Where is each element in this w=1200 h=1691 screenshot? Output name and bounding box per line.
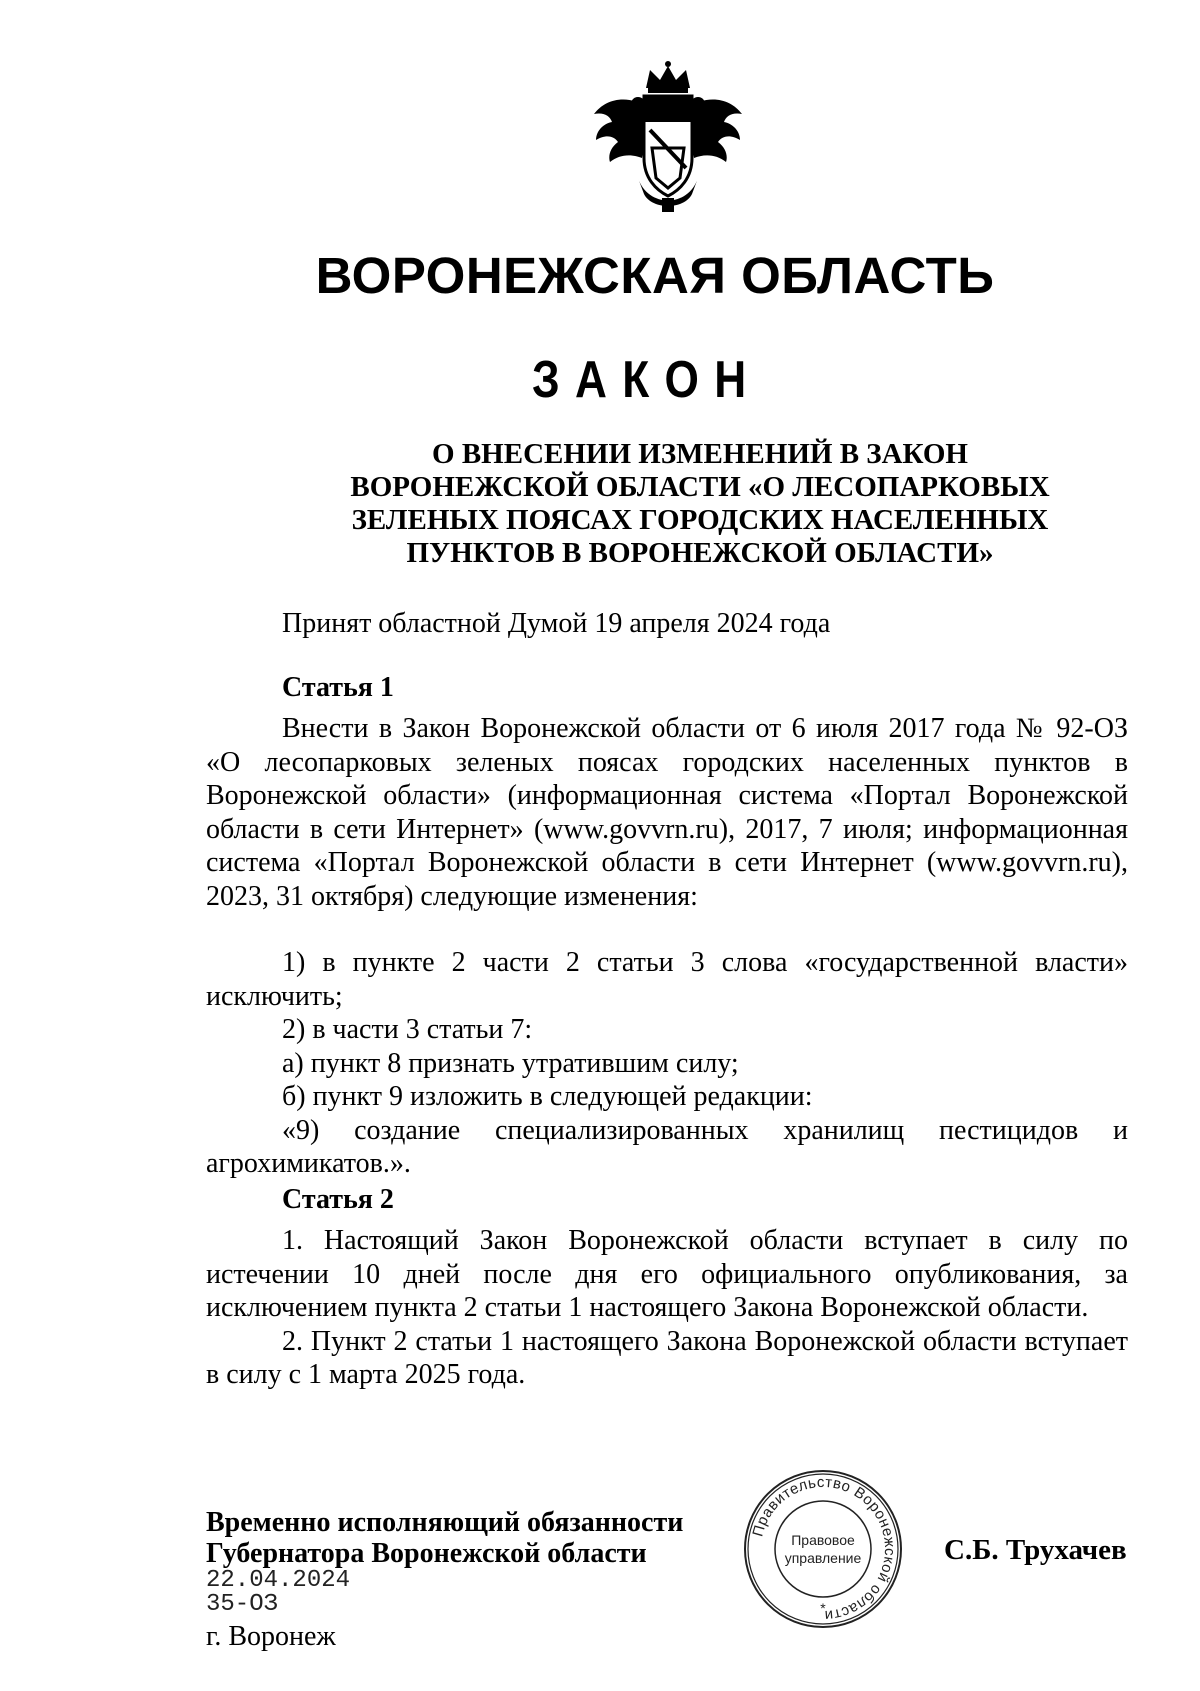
article-2-heading: Статья 2 bbox=[282, 1184, 394, 1215]
coat-of-arms-icon bbox=[588, 58, 748, 218]
article-1-item: 1) в пункте 2 части 2 статьи 3 слова «государственной власти» исключить; bbox=[206, 947, 1128, 1012]
article-2-body bbox=[206, 1224, 1128, 1392]
article-2-item: 1. Настоящий Закон Воронежской области вступает в силу по истечении 10 дней после дня его официального опубликования, за исключением пункта 2 статьи 1 настоящего Закона Воронежской области. bbox=[206, 1225, 1128, 1323]
stamp-star: * bbox=[820, 1600, 826, 1616]
law-number: 35-ОЗ bbox=[206, 1591, 279, 1618]
article-1-heading: Статья 1 bbox=[282, 672, 394, 703]
title-line: О ВНЕСЕНИИ ИЗМЕНЕНИЙ В ЗАКОН bbox=[432, 438, 968, 470]
law-title bbox=[260, 438, 1140, 570]
signer-name: С.Б. Трухачев bbox=[944, 1534, 1127, 1566]
title-line: ПУНКТОВ В ВОРОНЕЖСКОЙ ОБЛАСТИ» bbox=[406, 537, 994, 569]
stamp-inner-text: Правовое bbox=[791, 1532, 855, 1548]
title-line: ЗЕЛЕНЫХ ПОЯСАХ ГОРОДСКИХ НАСЕЛЕННЫХ bbox=[351, 504, 1049, 536]
article-1-item: а) пункт 8 признать утратившим силу; bbox=[282, 1047, 739, 1079]
signer-position: Временно исполняющий обязанности bbox=[206, 1507, 684, 1538]
article-1-item: 2) в части 3 статьи 7: bbox=[282, 1014, 533, 1045]
article-1-item: б) пункт 9 изложить в следующей редакции: bbox=[282, 1081, 813, 1112]
article-1-body bbox=[206, 712, 1128, 1181]
document-type: ЗАКОН bbox=[532, 351, 762, 409]
city: г. Воронеж bbox=[206, 1621, 336, 1652]
adoption-date: Принят областной Думой 19 апреля 2024 года bbox=[282, 608, 831, 639]
article-1-item: «9) создание специализированных хранилищ пестицидов и агрохимикатов.». bbox=[206, 1114, 1128, 1179]
region-name: ВОРОНЕЖСКАЯ ОБЛАСТЬ bbox=[315, 247, 995, 304]
title-line: ВОРОНЕЖСКОЙ ОБЛАСТИ «О ЛЕСОПАРКОВЫХ bbox=[350, 471, 1050, 503]
signing-date: 22.04.2024 bbox=[206, 1567, 351, 1594]
article-1-intro: Внести в Закон Воронежской области от 6 июля 2017 года № 92-ОЗ «О лесопарковых зеленых поясах городских населенных пунктов в Воронежской области» (информационная система «Портал Воронежской области в сети Интернет» (www.govvrn.ru), 2017, 7 июля; информационная система «Портал Воронежской области в сети Интернет (www.govvrn.ru), 2023, 31 октября) следующие изменения: bbox=[206, 713, 1128, 912]
stamp-outer-text: Правительство Воронежской области bbox=[749, 1473, 899, 1625]
stamp-inner-text: управление bbox=[784, 1550, 862, 1566]
signer-position: Губернатора Воронежской области bbox=[206, 1538, 647, 1569]
article-2-item: 2. Пункт 2 статьи 1 настоящего Закона Воронежской области вступает в силу с 1 марта 2025 года. bbox=[206, 1325, 1128, 1390]
official-stamp bbox=[742, 1468, 904, 1630]
signature-block bbox=[206, 1507, 683, 1653]
